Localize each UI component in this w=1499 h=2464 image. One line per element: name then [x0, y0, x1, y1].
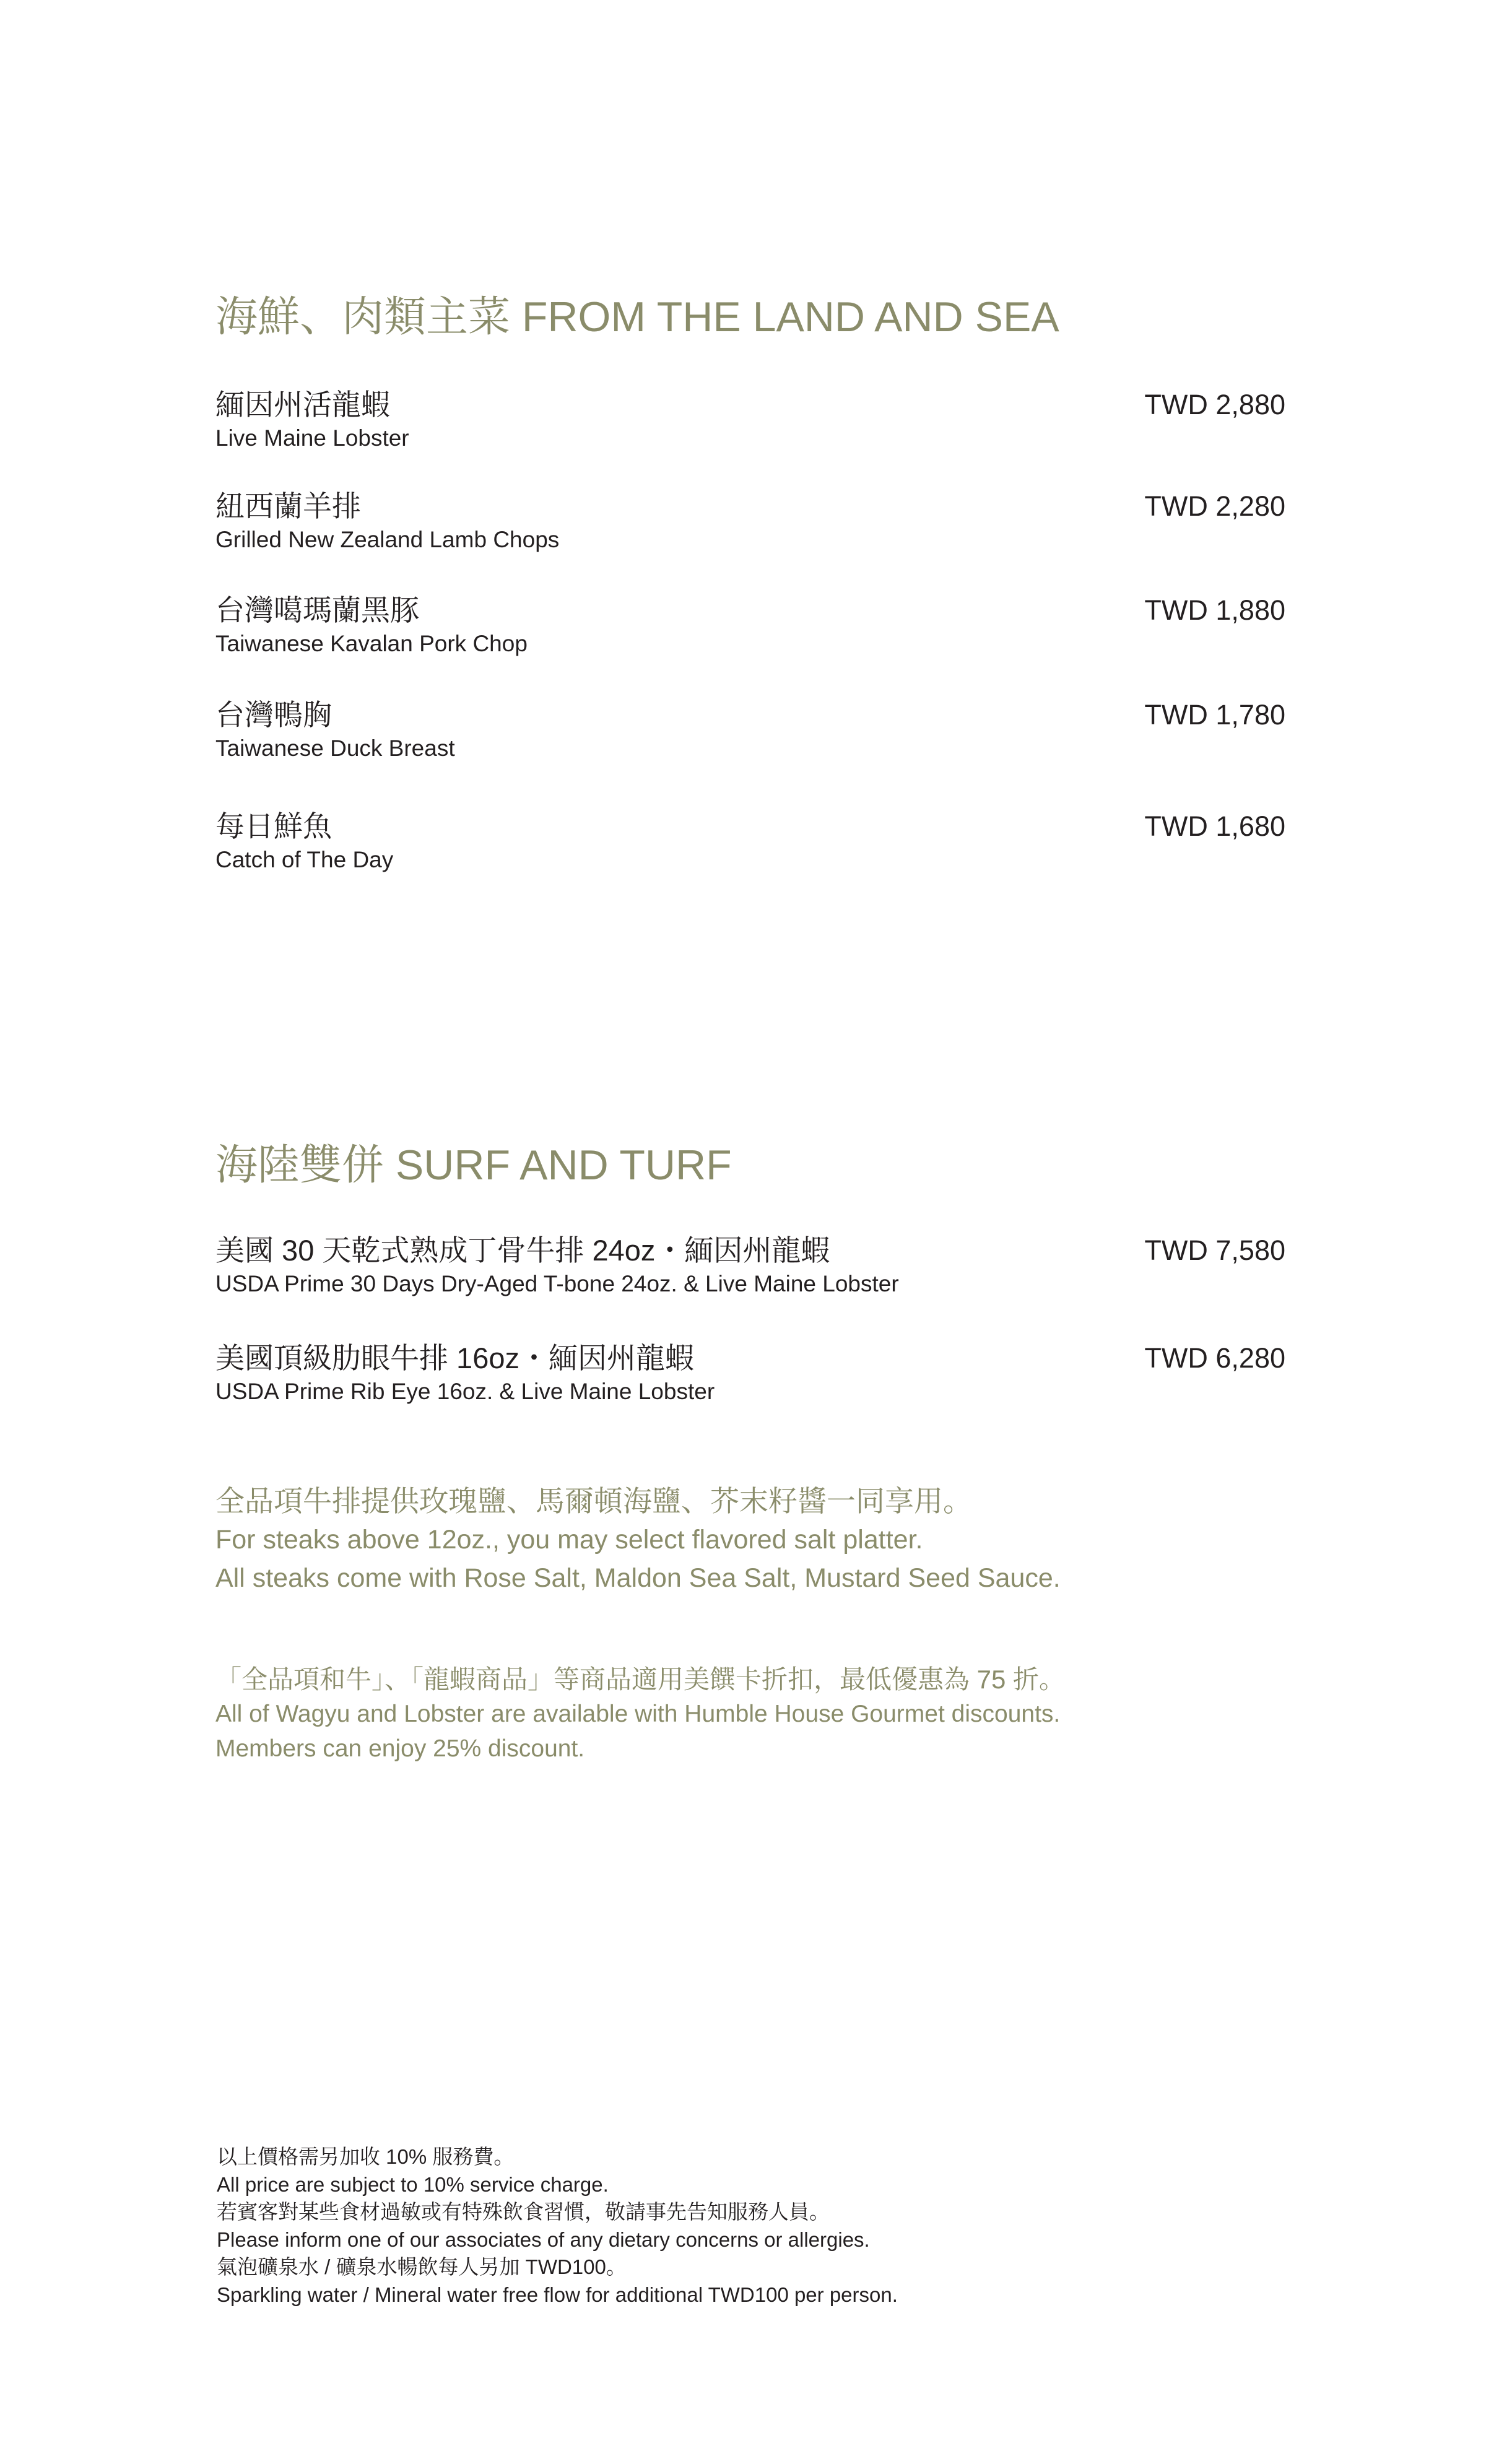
- steak-note-en-2: All steaks come with Rose Salt, Maldon Sea Salt, Mustard Seed Sauce.: [215, 1563, 1061, 1593]
- menu-item: [215, 593, 1285, 659]
- section-title-surf-and-turf: 海陸雙併 SURF AND TURF: [215, 1142, 732, 1189]
- menu-item: [215, 1341, 1285, 1407]
- item-name-en: USDA Prime Rib Eye 16oz. & Live Maine Lobster: [215, 1379, 715, 1404]
- item-name-zh: 緬因州活龍蝦: [215, 388, 390, 421]
- discount-note-en-1: All of Wagyu and Lobster are available with Humble House Gourmet discounts.: [215, 1701, 1061, 1727]
- steak-note-zh: 全品項牛排提供玫瑰鹽、馬爾頓海鹽、芥末籽醬一同享用。: [215, 1485, 972, 1517]
- item-name-zh: 紐西蘭羊排: [215, 490, 361, 523]
- item-name-en: Grilled New Zealand Lamb Chops: [215, 527, 560, 552]
- footer-line: 氣泡礦泉水 / 礦泉水暢飲每人另加 TWD100。: [217, 2255, 627, 2278]
- menu-item: [215, 489, 1285, 555]
- footer-line: Sparkling water / Mineral water free flow for additional TWD100 per person.: [217, 2283, 898, 2306]
- section-title-land-and-sea: 海鮮、肉類主菜 FROM THE LAND AND SEA: [215, 293, 1059, 341]
- item-name-en: USDA Prime 30 Days Dry-Aged T-bone 24oz. & Live Maine Lobster: [215, 1271, 899, 1296]
- menu-item: [215, 388, 1285, 453]
- menu-item: [215, 698, 1285, 763]
- discount-note-zh: 「全品項和牛」、「龍蝦商品」等商品適用美饌卡折扣，最低優惠為 75 折。: [215, 1665, 1066, 1694]
- item-price: TWD 2,880: [1144, 389, 1285, 420]
- footer-line: Please inform one of our associates of any dietary concerns or allergies.: [217, 2228, 870, 2251]
- item-name-en: Taiwanese Duck Breast: [215, 735, 455, 761]
- item-name-en: Taiwanese Kavalan Pork Chop: [215, 631, 528, 656]
- steak-note-en-1: For steaks above 12oz., you may select flavored salt platter.: [215, 1525, 923, 1555]
- item-price: TWD 1,780: [1144, 699, 1285, 731]
- footer-notes: [217, 2143, 898, 2309]
- menu-item: [215, 1233, 1285, 1299]
- item-name-zh: 美國頂級肋眼牛排 16oz・緬因州龍蝦: [215, 1342, 694, 1374]
- discount-note: [215, 1662, 1065, 1766]
- item-price: TWD 1,680: [1144, 810, 1285, 842]
- item-name-zh: 台灣噶瑪蘭黑豚: [215, 594, 419, 627]
- item-name-zh: 每日鮮魚: [215, 810, 332, 843]
- discount-note-en-2: Members can enjoy 25% discount.: [215, 1735, 585, 1762]
- item-name-zh: 台灣鴨胸: [215, 698, 332, 731]
- item-price: TWD 7,580: [1144, 1234, 1285, 1266]
- footer-line: All price are subject to 10% service charge.: [217, 2172, 609, 2196]
- item-name-zh: 美國 30 天乾式熟成丁骨牛排 24oz・緬因州龍蝦: [215, 1234, 830, 1267]
- steak-note: [215, 1482, 1061, 1597]
- item-price: TWD 6,280: [1144, 1342, 1285, 1374]
- footer-line: 若賓客對某些食材過敏或有特殊飲食習慣，敬請事先告知服務人員。: [217, 2200, 830, 2223]
- footer-line: 以上價格需另加收 10% 服務費。: [217, 2145, 515, 2168]
- item-name-en: Live Maine Lobster: [215, 425, 409, 451]
- item-price: TWD 1,880: [1144, 594, 1285, 626]
- item-price: TWD 2,280: [1144, 490, 1285, 522]
- item-name-en: Catch of The Day: [215, 847, 394, 872]
- menu-item: [215, 809, 1285, 875]
